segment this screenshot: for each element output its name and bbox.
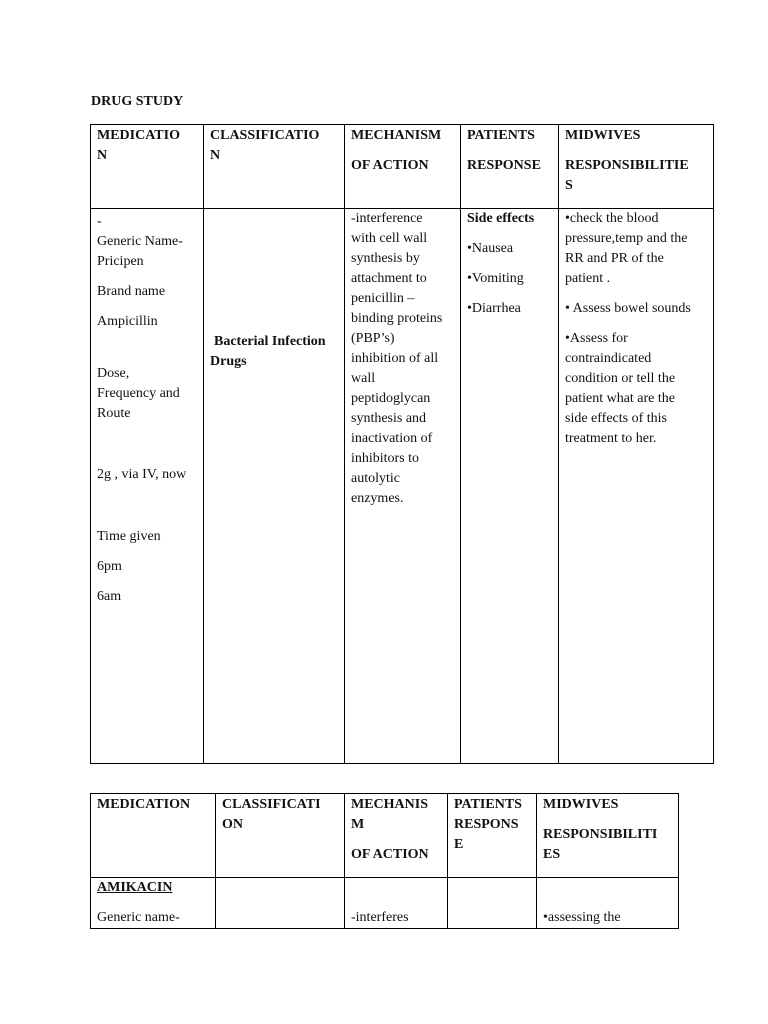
cell-classification: Bacterial Infection Drugs <box>204 209 345 764</box>
table-header-row <box>91 794 679 878</box>
cell-midwives-responsibilities: •check the blood pressure,temp and the RR and PR of the patient . • Assess bowel sounds •Assess for contraindicated condition or tell the patient what are the side effects of this treatment to her. <box>559 209 714 764</box>
header-midwives-responsibilities: MIDWIVES RESPONSIBILITIE S <box>559 125 714 209</box>
cell-medication: - Generic Name- Pricipen Brand name Ampicillin Dose, Frequency and Route 2g , via IV, now Time given 6pm 6am <box>91 209 204 764</box>
header-mechanism: MECHANISM OF ACTION <box>345 125 461 209</box>
table-header-row <box>91 125 714 209</box>
cell-mechanism: -interferes <box>345 878 448 929</box>
header-patients-response: PATIENTS RESPONSE <box>461 125 559 209</box>
header-medication: MEDICATIO N <box>91 125 204 209</box>
drug-study-table-ampicillin <box>90 124 714 764</box>
cell-midwives-responsibilities: •assessing the <box>537 878 679 929</box>
header-patients-response: PATIENTS RESPONS E <box>448 794 537 878</box>
cell-mechanism: -interference with cell wall synthesis by attachment to penicillin – binding proteins (PBP’s) inhibition of all wall peptidoglycan synthesis and inactivation of inhibitors to autolytic enzymes. <box>345 209 461 764</box>
drug-study-table-amikacin <box>90 793 679 929</box>
header-mechanism: MECHANIS M OF ACTION <box>345 794 448 878</box>
header-classification: CLASSIFICATI ON <box>216 794 345 878</box>
cell-patients-response: Side effects •Nausea •Vomiting •Diarrhea <box>461 209 559 764</box>
table-row-ampicillin <box>91 209 714 764</box>
cell-patients-response <box>448 878 537 929</box>
table-row-amikacin <box>91 878 679 929</box>
cell-classification <box>216 878 345 929</box>
header-medication: MEDICATION <box>91 794 216 878</box>
side-effect-nausea: •Nausea <box>467 241 514 256</box>
side-effect-diarrhea: •Diarrhea <box>467 301 521 316</box>
drug-name: AMIKACIN <box>97 880 173 895</box>
side-effect-vomiting: •Vomiting <box>467 271 524 286</box>
header-classification: CLASSIFICATIO N <box>204 125 345 209</box>
document-title: DRUG STUDY <box>91 94 184 109</box>
header-midwives-responsibilities: MIDWIVES RESPONSIBILITI ES <box>537 794 679 878</box>
cell-medication: AMIKACIN Generic name- <box>91 878 216 929</box>
